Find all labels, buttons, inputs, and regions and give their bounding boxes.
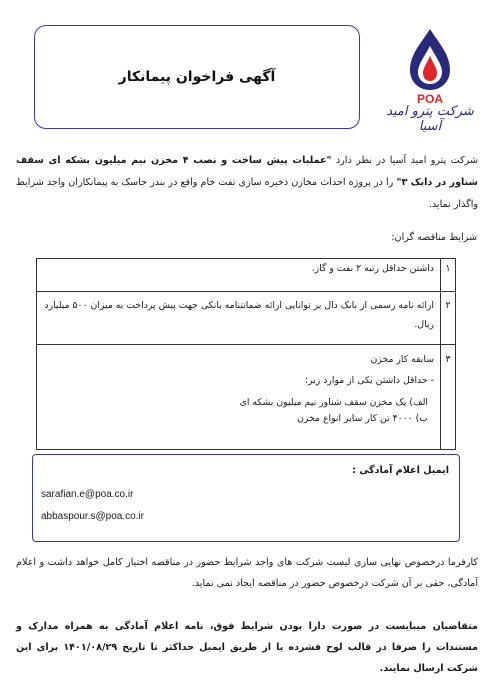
company-logo: [380, 26, 480, 136]
row-text: داشتن حداقل رتبه ۲ نفت و گاز.: [37, 259, 441, 292]
row-option-b: ب) ۴۰۰۰ تن کار سایر انواع مخزن: [297, 413, 428, 424]
table-row: [37, 345, 456, 450]
row-text: ارائه نامه رسمی از بانک دال بر توانایی ارائه ضمانتنامه بانکی جهت پیش پرداخت به میزان ۵۰۰ میلیارد ریال.: [37, 292, 441, 345]
row-option-a: الف) یک مخزن سقف شناور نیم میلیون بشکه ای: [239, 397, 428, 408]
email-title: ایمیل اعلام آمادگی :: [352, 465, 449, 476]
submission-paragraph: متقاضیان میبایست در صورت دارا بودن شرایط فوق، نامه اعلام آمادگی به همراه مدارک و مستندات را صرفا در قالب لوح فشرده یا از طریق ایمیل حداکثر تا تاریخ ۱۴۰۱/۰۸/۲۹ برای این شرکت ارسال نمایند.: [16, 621, 478, 674]
employer-note-paragraph: کارفرما درخصوص نهایی سازی لیست شرکت های واجد شرایط حضور در مناقصه اختیار کامل خواهد داشت و اعلام آمادگی، حقی بر آن شرکت درخصوص حضور در مناقصه ایجاد نمی نماید.: [16, 557, 478, 589]
row-cell: [37, 345, 441, 450]
title-box: [34, 25, 360, 129]
intro-paragraph: [16, 150, 478, 216]
intro-text-1: شرکت پترو امید آسیا در نظر دارد: [335, 155, 478, 166]
row-number: ۲: [441, 292, 456, 345]
table-row: [37, 292, 456, 345]
conditions-table: [36, 258, 456, 450]
table-row: [37, 259, 456, 292]
email-box: [32, 454, 460, 542]
logo-company-name: شرکت پترو امید آسیا: [386, 104, 474, 134]
email-link[interactable]: sarafian.e@poa.co.ir: [41, 489, 134, 500]
row-subtext: - حداقل داشتن یکی از موارد زیر:: [304, 375, 434, 386]
flame-drop-icon: [380, 26, 480, 106]
page-title: آگهی فراخوان پیمانکار: [118, 69, 276, 85]
intro-text-2: را در پروژه احداث مخازن ذخیره سازی نفت خام واقع در بندر جاسک به پیمانکاران واجد شرایط واگذار نماید.: [16, 177, 478, 210]
row-number: ۱: [441, 259, 456, 292]
conditions-title: شرایط مناقصه گران:: [391, 232, 477, 243]
email-link[interactable]: abbaspour.s@poa.co.ir: [41, 511, 144, 522]
row-text: سابقه کار مخزن: [370, 354, 434, 365]
intro-project-title: "عملیات پیش ساخت و نصب ۴ مخزن نیم میلیون بشکه ای سقف شناور در دایک ۳": [16, 155, 478, 188]
row-number: ۳: [441, 345, 456, 450]
logo-abbr: POA: [416, 92, 444, 106]
